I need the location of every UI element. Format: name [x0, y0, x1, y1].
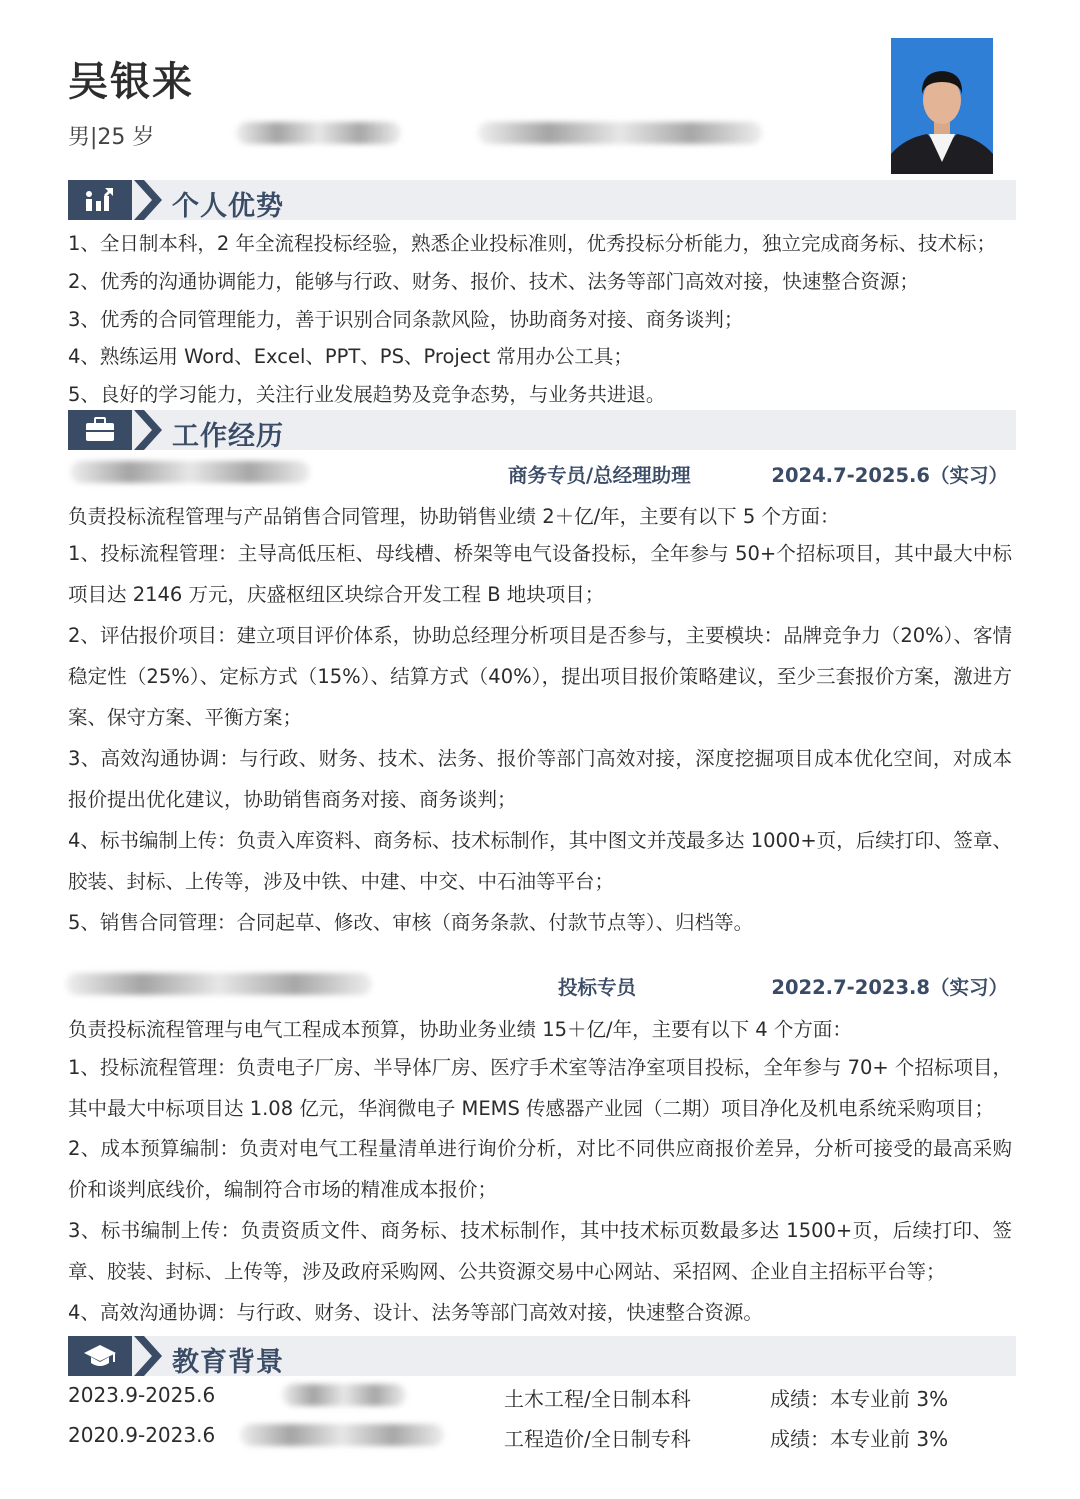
job-period: 2024.7-2025.6（实习）	[771, 464, 1008, 487]
section-experience-header	[68, 410, 1016, 450]
job-period: 2022.7-2023.8（实习）	[771, 976, 1008, 999]
advantage-item: 4、熟练运用 Word、Excel、PPT、PS、Project 常用办公工具；	[68, 345, 633, 368]
redacted-school	[240, 1424, 444, 1446]
job-point: 5、销售合同管理：合同起草、修改、审核（商务条款、付款节点等）、归档等。	[68, 911, 754, 934]
advantage-item: 1、全日制本科，2 年全流程投标经验，熟悉企业投标准则，优秀投标分析能力，独立完成商务标、技术标；	[68, 232, 997, 255]
edu-major: 土木工程/全日制本科	[504, 1387, 691, 1411]
candidate-name: 吴银来	[68, 59, 194, 105]
section-title: 教育背景	[172, 1347, 284, 1378]
section-title: 工作经历	[172, 421, 284, 452]
job-summary: 负责投标流程管理与产品销售合同管理，协助销售业绩 2＋亿/年，主要有以下 5 个方面：	[68, 505, 840, 528]
edu-period: 2020.9-2023.6	[68, 1423, 216, 1447]
gender-age: 男|25 岁	[68, 125, 155, 150]
advantage-item: 2、优秀的沟通协调能力，能够与行政、财务、报价、技术、法务等部门高效对接，快速整合资源；	[68, 270, 919, 293]
chevron-right-icon	[134, 180, 162, 220]
briefcase-icon	[68, 410, 132, 450]
job-point: 2、成本预算编制：负责对电气工程量清单进行询价分析，对比不同供应商报价差异，分析可接受的最高采购价和谈判底线价，编制符合市场的精准成本报价；	[68, 1137, 1012, 1201]
redacted-company	[66, 973, 372, 995]
job-point: 1、投标流程管理：负责电子厂房、半导体厂房、医疗手术室等洁净室项目投标，全年参与 70+ 个招标项目，其中最大中标项目达 1.08 亿元，华润微电子 MEMS 传感器产业园（二期）项目净化及机电系统采购项目；	[68, 1056, 1012, 1120]
job-point: 4、标书编制上传：负责入库资料、商务标、技术标制作，其中图文并茂最多达 1000+页，后续打印、签章、胶装、封标、上传等，涉及中铁、中建、中交、中石油等平台；	[68, 829, 1012, 893]
chevron-right-icon	[134, 1336, 162, 1376]
chevron-right-icon	[134, 410, 162, 450]
job-point: 2、评估报价项目：建立项目评价体系，协助总经理分析项目是否参与，主要模块：品牌竞争力（20%）、客情稳定性（25%）、定标方式（15%）、结算方式（40%），提出项目报价策略建议，至少三套报价方案，激进方案、保守方案、平衡方案；	[68, 624, 1012, 729]
advantage-item: 5、良好的学习能力，关注行业发展趋势及竞争态势，与业务共进退。	[68, 383, 666, 406]
graduation-cap-icon	[68, 1336, 132, 1376]
section-title: 个人优势	[172, 191, 284, 222]
chart-bar-icon	[68, 180, 132, 220]
edu-period: 2023.9-2025.6	[68, 1383, 216, 1407]
redacted-email	[478, 122, 762, 144]
job-point: 1、投标流程管理：主导高低压柜、母线槽、桥架等电气设备投标，全年参与 50+个招标项目，其中最大中标项目达 2146 万元，庆盛枢纽区块综合开发工程 B 地块项目；	[68, 542, 1012, 606]
job-summary: 负责投标流程管理与电气工程成本预算，协助业务业绩 15＋亿/年，主要有以下 4 个方面：	[68, 1018, 852, 1041]
job-point: 4、高效沟通协调：与行政、财务、设计、法务等部门高效对接，快速整合资源。	[68, 1301, 763, 1324]
section-education-header	[68, 1336, 1016, 1376]
job-role: 投标专员	[558, 976, 637, 999]
section-advantage-header	[68, 180, 1016, 220]
job-point: 3、高效沟通协调：与行政、财务、技术、法务、报价等部门高效对接，深度挖掘项目成本优化空间，对成本报价提出优化建议，协助销售商务对接、商务谈判；	[68, 747, 1012, 811]
edu-major: 工程造价/全日制专科	[504, 1427, 691, 1451]
redacted-school	[282, 1384, 406, 1406]
advantage-item: 3、优秀的合同管理能力，善于识别合同条款风险，协助商务对接、商务谈判；	[68, 308, 744, 331]
job-role: 商务专员/总经理助理	[508, 464, 691, 487]
redacted-phone	[236, 122, 401, 144]
redacted-company	[70, 461, 310, 483]
edu-score: 成绩：本专业前 3%	[770, 1427, 949, 1451]
edu-score: 成绩：本专业前 3%	[770, 1387, 949, 1411]
job-point: 3、标书编制上传：负责资质文件、商务标、技术标制作，其中技术标页数最多达 1500+页，后续打印、签章、胶装、封标、上传等，涉及政府采购网、公共资源交易中心网站、采招网、企业自主招标平台等；	[68, 1219, 1012, 1283]
profile-photo	[891, 38, 993, 174]
